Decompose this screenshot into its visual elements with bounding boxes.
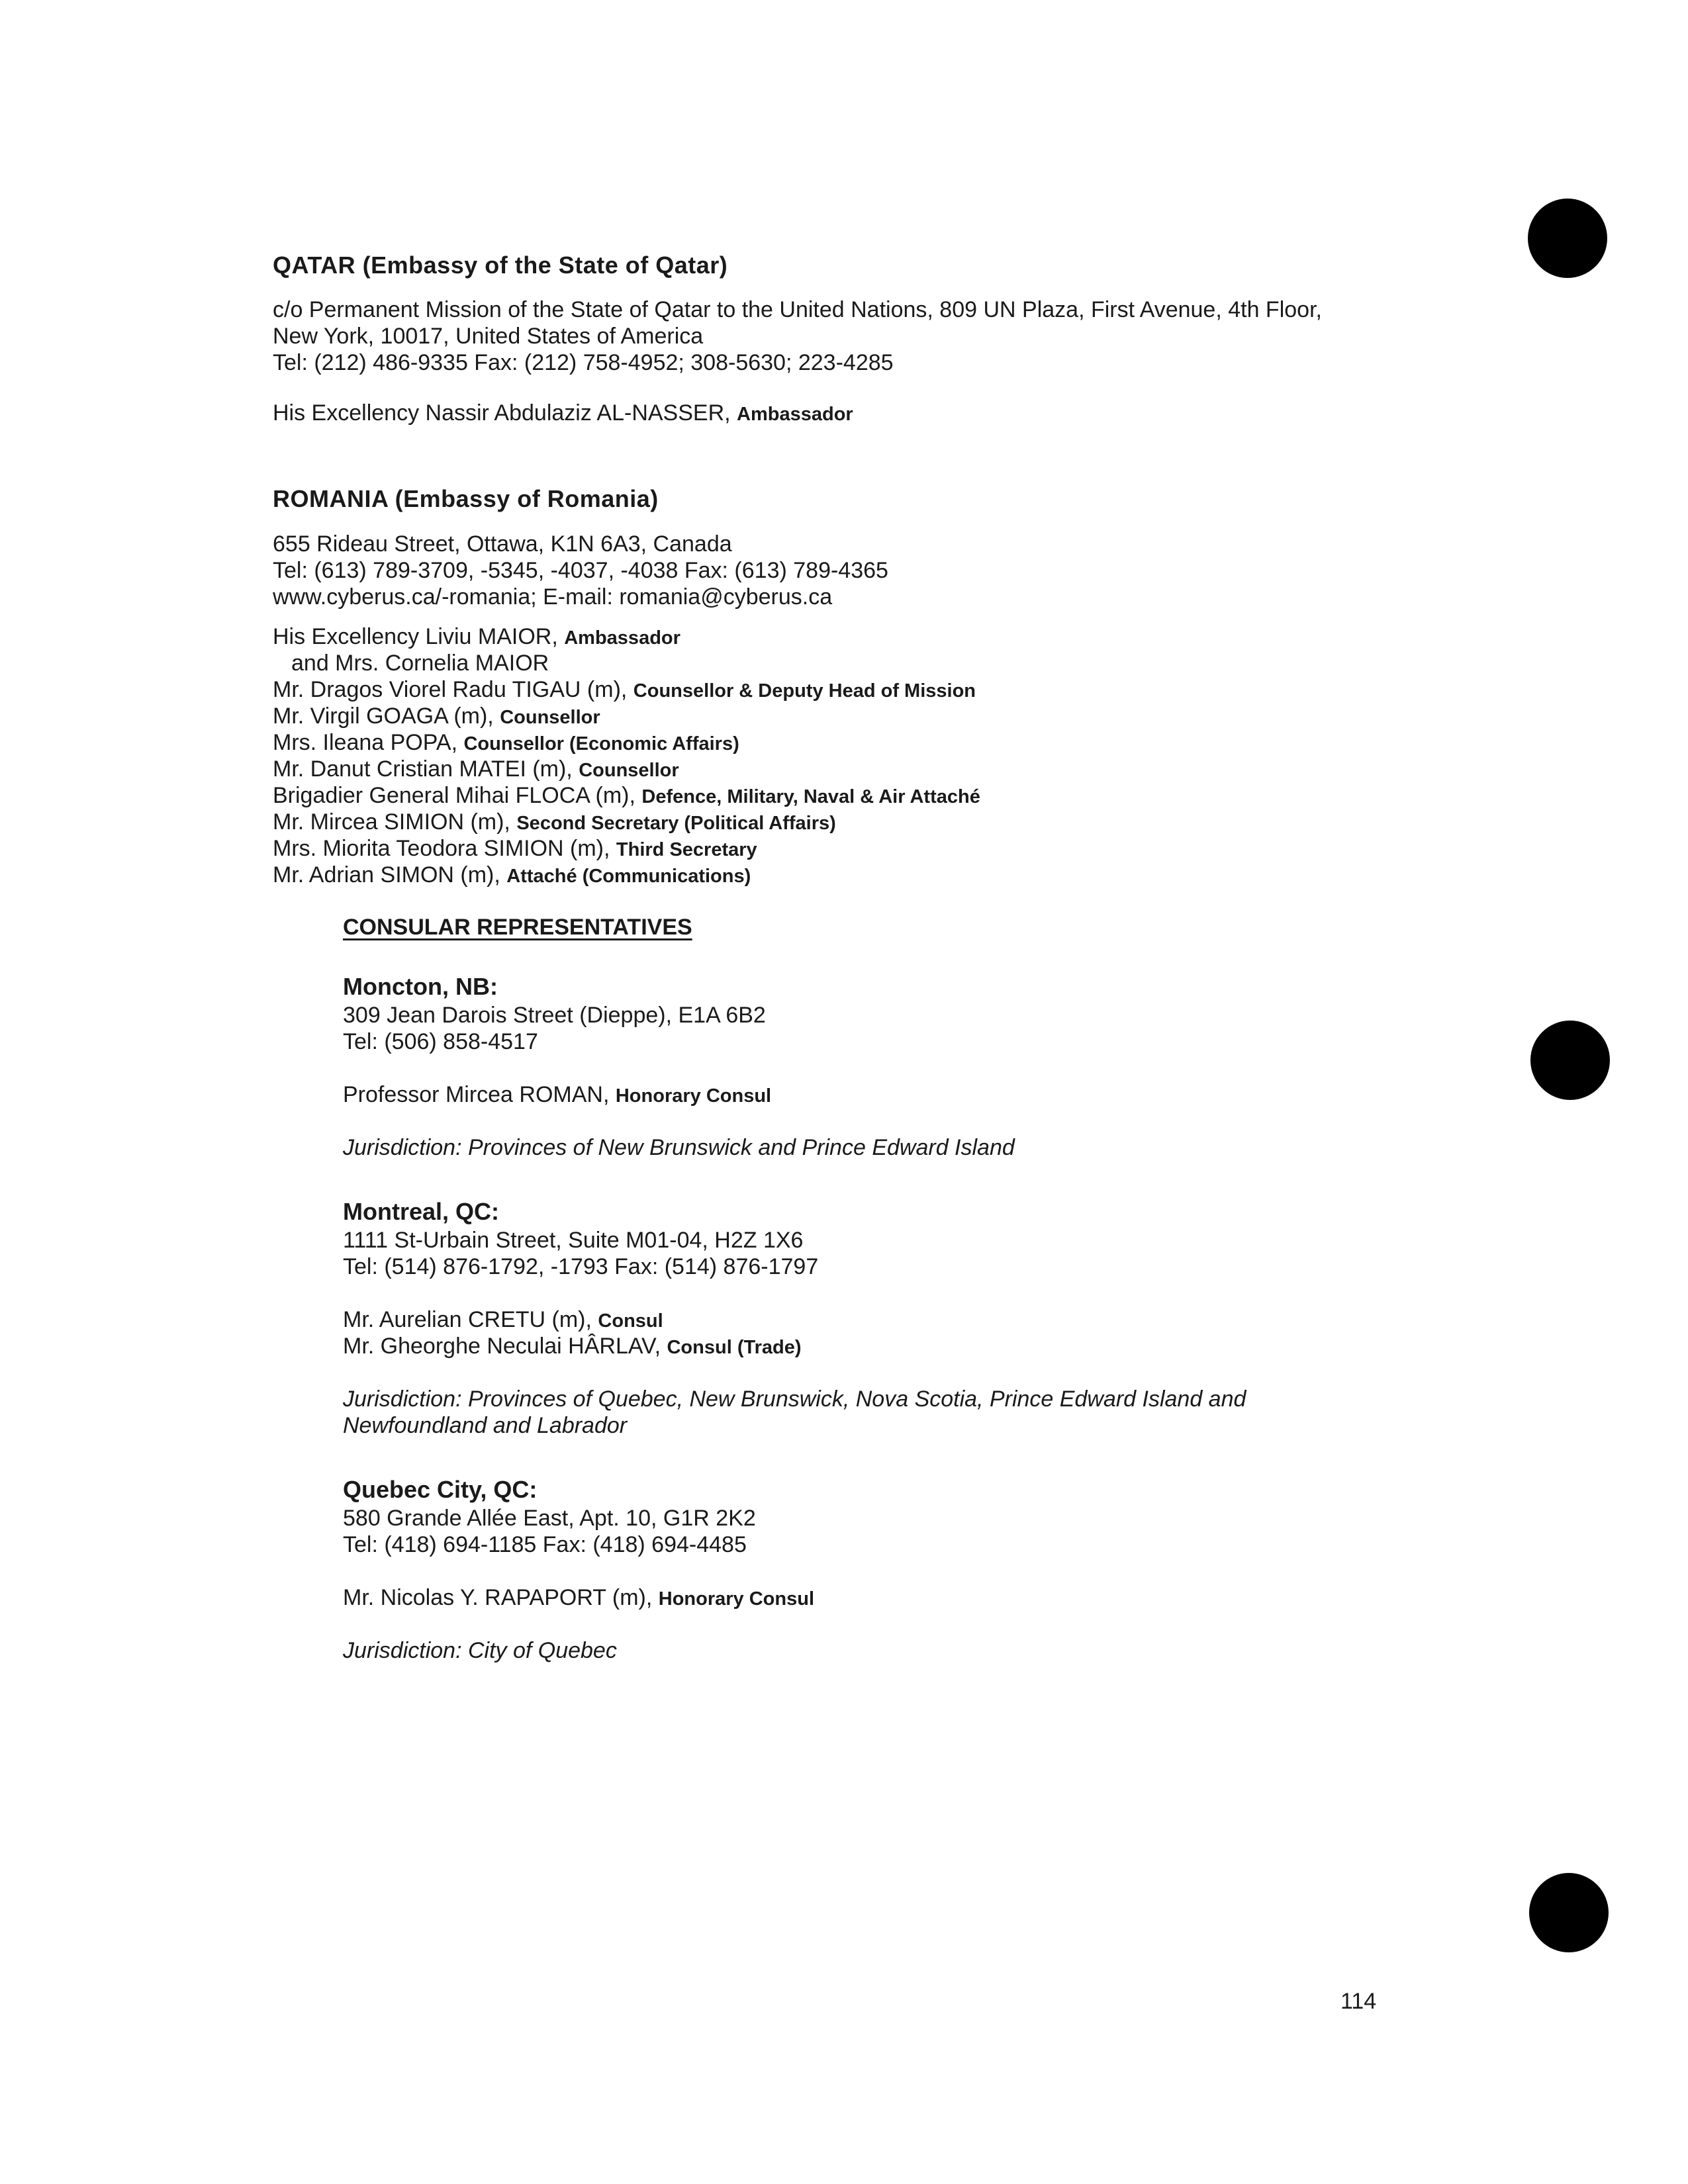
staff-name: Mr. Danut Cristian MATEI (m), — [273, 756, 573, 782]
staff-line — [273, 623, 680, 651]
punch-hole — [1530, 1021, 1610, 1100]
consular-city: Quebec City, QC: — [343, 1476, 538, 1503]
staff-name: and Mrs. Cornelia MAIOR — [291, 651, 549, 676]
staff-role: Attaché (Communications) — [506, 866, 751, 887]
staff-line — [273, 756, 679, 784]
staff-line — [343, 1333, 802, 1361]
jurisdiction-line: Jurisdiction: Provinces of New Brunswick and Prince Edward Island — [343, 1135, 1015, 1160]
staff-role: Ambassador — [737, 404, 853, 425]
page-number: 114 — [1340, 1989, 1377, 2014]
staff-name: Mr. Gheorghe Neculai HÂRLAV, — [343, 1334, 661, 1359]
staff-line — [273, 782, 980, 810]
jurisdiction-line: Jurisdiction: City of Quebec — [343, 1638, 617, 1663]
staff-name: Mr. Mircea SIMION (m), — [273, 809, 510, 835]
staff-name: Mrs. Miorita Teodora SIMION (m), — [273, 836, 610, 861]
jurisdiction-line: Newfoundland and Labrador — [343, 1413, 628, 1438]
staff-name: Mrs. Ileana POPA, — [273, 730, 458, 755]
address-line: 655 Rideau Street, Ottawa, K1N 6A3, Canada — [273, 531, 732, 557]
staff-role: Second Secretary (Political Affairs) — [516, 813, 836, 834]
punch-hole — [1528, 199, 1607, 278]
consular-city: Moncton, NB: — [343, 973, 498, 1000]
staff-name: Mr. Nicolas Y. RAPAPORT (m), — [343, 1585, 653, 1610]
contact-line: Tel: (514) 876-1792, -1793 Fax: (514) 876-1797 — [343, 1254, 819, 1279]
web-email-line: www.cyberus.ca/-romania; E-mail: romania@cyberus.ca — [273, 584, 833, 610]
contact-line: Tel: (212) 486-9335 Fax: (212) 758-4952; 308-5630; 223-4285 — [273, 350, 894, 375]
staff-role: Counsellor — [579, 760, 679, 781]
staff-role: Counsellor (Economic Affairs) — [463, 733, 739, 754]
staff-name: Brigadier General Mihai FLOCA (m), — [273, 783, 635, 808]
staff-name: Mr. Aurelian CRETU (m), — [343, 1307, 592, 1332]
staff-name: His Excellency Liviu MAIOR, — [273, 624, 558, 649]
address-line: 309 Jean Darois Street (Dieppe), E1A 6B2 — [343, 1003, 766, 1028]
staff-role: Third Secretary — [616, 839, 757, 860]
staff-line — [273, 703, 600, 731]
staff-line — [273, 676, 976, 704]
staff-name: Mr. Dragos Viorel Radu TIGAU (m), — [273, 677, 628, 702]
entry-title-qatar: QATAR (Embassy of the State of Qatar) — [273, 251, 728, 279]
staff-role: Consul (Trade) — [667, 1337, 802, 1358]
staff-line — [343, 1081, 771, 1109]
staff-name: Professor Mircea ROMAN, — [343, 1082, 610, 1107]
address-line: New York, 10017, United States of America — [273, 324, 704, 349]
staff-name: Mr. Virgil GOAGA (m), — [273, 704, 494, 729]
address-line: 1111 St-Urbain Street, Suite M01-04, H2Z 1X6 — [343, 1228, 804, 1253]
staff-role: Counsellor — [500, 707, 600, 728]
staff-name: His Excellency Nassir Abdulaziz AL-NASSER, — [273, 400, 731, 426]
staff-role: Ambassador — [564, 627, 680, 649]
staff-role: Consul — [598, 1310, 663, 1332]
address-line: c/o Permanent Mission of the State of Qatar to the United Nations, 809 UN Plaza, First Avenue, 4th Floor, — [273, 297, 1322, 322]
staff-name: Mr. Adrian SIMON (m), — [273, 862, 500, 887]
staff-role: Honorary Consul — [615, 1085, 772, 1107]
consular-heading: CONSULAR REPRESENTATIVES — [343, 915, 692, 940]
staff-role: Honorary Consul — [658, 1588, 815, 1610]
staff-line — [291, 650, 549, 676]
staff-role: Defence, Military, Naval & Air Attaché — [641, 786, 980, 807]
contact-line: Tel: (418) 694-1185 Fax: (418) 694-4485 — [343, 1532, 747, 1557]
entry-title-romania: ROMANIA (Embassy of Romania) — [273, 485, 659, 512]
staff-line — [343, 1584, 814, 1612]
punch-hole — [1529, 1873, 1609, 1952]
staff-role: Counsellor & Deputy Head of Mission — [633, 680, 976, 702]
address-line: 580 Grande Allée East, Apt. 10, G1R 2K2 — [343, 1506, 756, 1531]
jurisdiction-line: Jurisdiction: Provinces of Quebec, New Brunswick, Nova Scotia, Prince Edward Island and — [343, 1387, 1246, 1412]
staff-line — [273, 835, 757, 863]
contact-line: Tel: (613) 789-3709, -5345, -4037, -4038 Fax: (613) 789-4365 — [273, 558, 888, 583]
contact-line: Tel: (506) 858-4517 — [343, 1029, 538, 1054]
staff-line — [273, 809, 836, 837]
consular-city: Montreal, QC: — [343, 1198, 500, 1225]
staff-line — [273, 400, 853, 428]
staff-line — [273, 862, 751, 889]
staff-line — [343, 1306, 663, 1334]
staff-line — [273, 729, 739, 757]
